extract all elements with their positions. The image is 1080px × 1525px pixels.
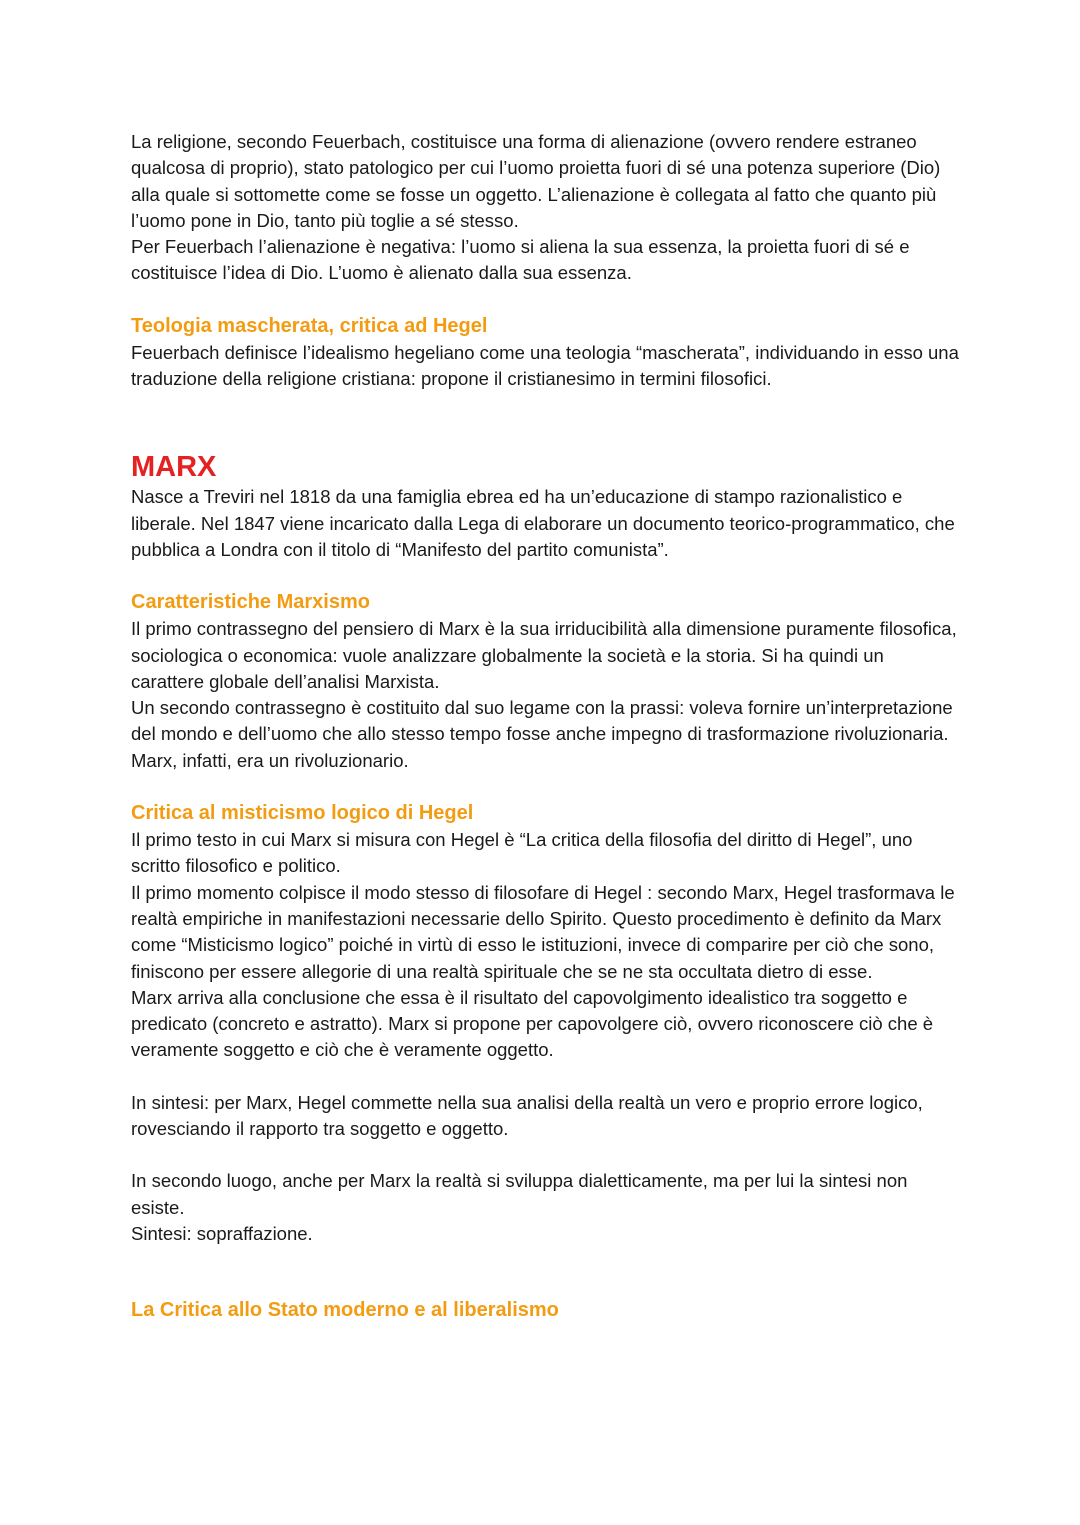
paragraph-religione: La religione, secondo Feuerbach, costituisce una forma di alienazione (ovvero rendere estraneo qualcosa di proprio), stato patologico per cui l’uomo proietta fuori di sé una potenza superiore (Dio) alla quale si sottomette come se fosse un oggetto. L’alienazione è collegata al fatto che quanto più l’uomo pone in Dio, tanto più toglie a sé stesso. (131, 131, 941, 231)
heading-teologia-mascherata: Teologia mascherata, critica ad Hegel (131, 314, 488, 337)
paragraph-secondo-contrassegno: Un secondo contrassegno è costituito dal suo legame con la prassi: voleva fornire un’interpretazione del mondo e dell’uomo che allo stesso tempo fosse anche impegno di trasformazione rivoluzionaria. Marx, infatti, era un rivoluzionario. (131, 697, 953, 771)
heading-marx: MARX (131, 451, 217, 484)
paragraph-sopraffazione: Sintesi: sopraffazione. (131, 1222, 313, 1244)
paragraph-teologia: Feuerbach definisce l’idealismo hegeliano come una teologia “mascherata”, individuando in esso una traduzione della religione cristiana: propone il cristianesimo in termini filosofici. (131, 341, 959, 390)
paragraph-marx-intro: Nasce a Treviri nel 1818 da una famiglia ebrea ed ha un’educazione di stampo razionalistico e liberale. Nel 1847 viene incaricato dalla Lega di elaborare un documento teorico-programmatico, che pubblica a Londra con il titolo di “Manifesto del partito comunista”. (131, 486, 955, 560)
paragraph-conclusione: Marx arriva alla conclusione che essa è il risultato del capovolgimento idealistico tra soggetto e predicato (concreto e astratto). Marx si propone per capovolgere ciò, ovvero riconoscere ciò che è veramente soggetto e ciò che è veramente oggetto. (131, 986, 934, 1061)
heading-caratteristiche-marxismo: Caratteristiche Marxismo (131, 591, 370, 614)
paragraph-primo-testo: Il primo testo in cui Marx si misura con Hegel è “La critica della filosofia del diritto di Hegel”, uno scritto filosofico e politico. (131, 829, 913, 877)
paragraph-primo-contrassegno: Il primo contrassegno del pensiero di Marx è la sua irriducibilità alla dimensione puramente filosofica, sociologica o economica: vuole analizzare globalmente la società e la storia. Si ha quindi un carattere globale dell’analisi Marxista. (131, 618, 957, 692)
paragraph-in-sintesi: In sintesi: per Marx, Hegel commette nella sua analisi della realtà un vero e proprio errore logico, rovesciando il rapporto tra soggetto e oggetto. (131, 1091, 923, 1140)
paragraph-secondo-luogo: In secondo luogo, anche per Marx la realtà si sviluppa dialetticamente, ma per lui la sintesi non esiste. (131, 1170, 908, 1218)
paragraph-primo-momento: Il primo momento colpisce il modo stesso di filosofare di Hegel : secondo Marx, Hegel trasformava le realtà empiriche in manifestazioni necessarie dello Spirito. Questo procedimento è definito da Marx come “Misticismo logico” poiché in virtù di esso le istituzioni, invece di comparire per ciò che sono, finiscono per essere allegorie di una realtà spirituale che se ne sta occultata dietro di esse. (131, 881, 955, 982)
paragraph-alienazione: Per Feuerbach l’alienazione è negativa: l’uomo si aliena la sua essenza, la proietta fuori di sé e costituisce l’idea di Dio. L’uomo è alienato dalla sua essenza. (131, 236, 910, 284)
heading-critica-misticismo: Critica al misticismo logico di Hegel (131, 802, 474, 825)
heading-critica-stato-moderno: La Critica allo Stato moderno e al liberalismo (131, 1299, 559, 1322)
page-content (131, 129, 961, 1324)
